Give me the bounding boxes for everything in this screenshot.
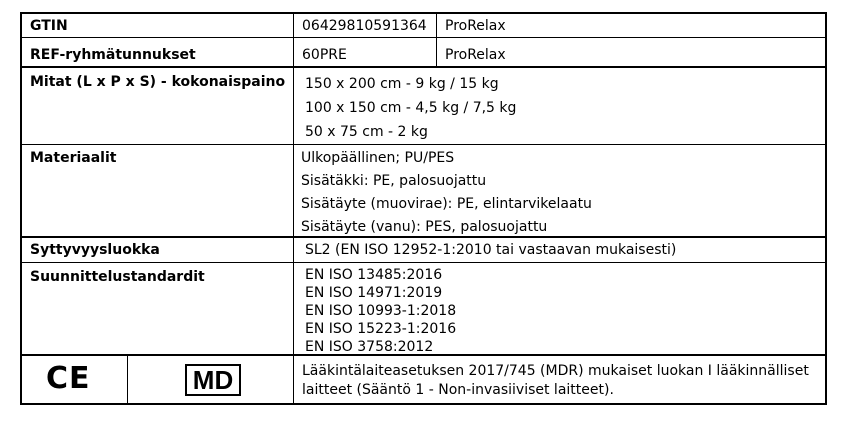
ref-label: REF-ryhmätunnukset [30, 47, 196, 63]
dimension-line: 50 x 75 cm - 2 kg [305, 124, 428, 140]
row-divider [22, 66, 825, 68]
material-line: Sisätäkki: PE, palosuojattu [301, 173, 487, 189]
gtin-code: 06429810591364 [302, 18, 427, 34]
ref-product-name: ProRelax [445, 47, 506, 63]
ce-mark-icon: CE [46, 361, 91, 396]
medical-device-md-icon: MD [185, 364, 241, 396]
flammability-label: Syttyvyysluokka [30, 242, 160, 258]
row-divider [22, 37, 825, 38]
standard-line: EN ISO 13485:2016 [305, 267, 443, 283]
row-divider [22, 144, 825, 145]
column-divider [293, 14, 294, 354]
gtin-product-name: ProRelax [445, 18, 506, 34]
material-line: Sisätäyte (muovirae): PE, elintarvikelaatu [301, 196, 592, 212]
standard-line: EN ISO 15223-1:2016 [305, 321, 457, 337]
dimension-line: 100 x 150 cm - 4,5 kg / 7,5 kg [305, 100, 517, 116]
standard-line: EN ISO 10993-1:2018 [305, 303, 457, 319]
row-divider [22, 262, 825, 263]
dimension-line: 150 x 200 cm - 9 kg / 15 kg [305, 76, 499, 92]
column-divider [293, 354, 294, 405]
standards-values [305, 266, 456, 356]
materials-label: Materiaalit [30, 150, 117, 166]
dimensions-label: Mitat (L x P x S) - kokonaispaino [30, 74, 286, 90]
standards-label: Suunnittelustandardit [30, 269, 205, 285]
gtin-label: GTIN [30, 18, 68, 34]
standard-line: EN ISO 14971:2019 [305, 285, 443, 301]
classification-text: Lääkintälaiteasetuksen 2017/745 (MDR) mukaiset luokan I lääkinnälliset laitteet (Sääntö 1 - Non-invasiiviset laitteet). [302, 363, 809, 398]
materials-values [301, 147, 592, 239]
ref-code: 60PRE [302, 47, 347, 63]
material-line: Ulkopäällinen; PU/PES [301, 150, 455, 166]
column-divider [436, 14, 437, 66]
dimensions-values [305, 72, 516, 144]
column-divider [127, 354, 128, 405]
product-info-table [20, 12, 827, 405]
material-line: Sisätäyte (vanu): PES, palosuojattu [301, 219, 548, 235]
standard-line: EN ISO 3758:2012 [305, 339, 434, 355]
flammability-value: SL2 (EN ISO 12952-1:2010 tai vastaavan mukaisesti) [305, 242, 677, 258]
